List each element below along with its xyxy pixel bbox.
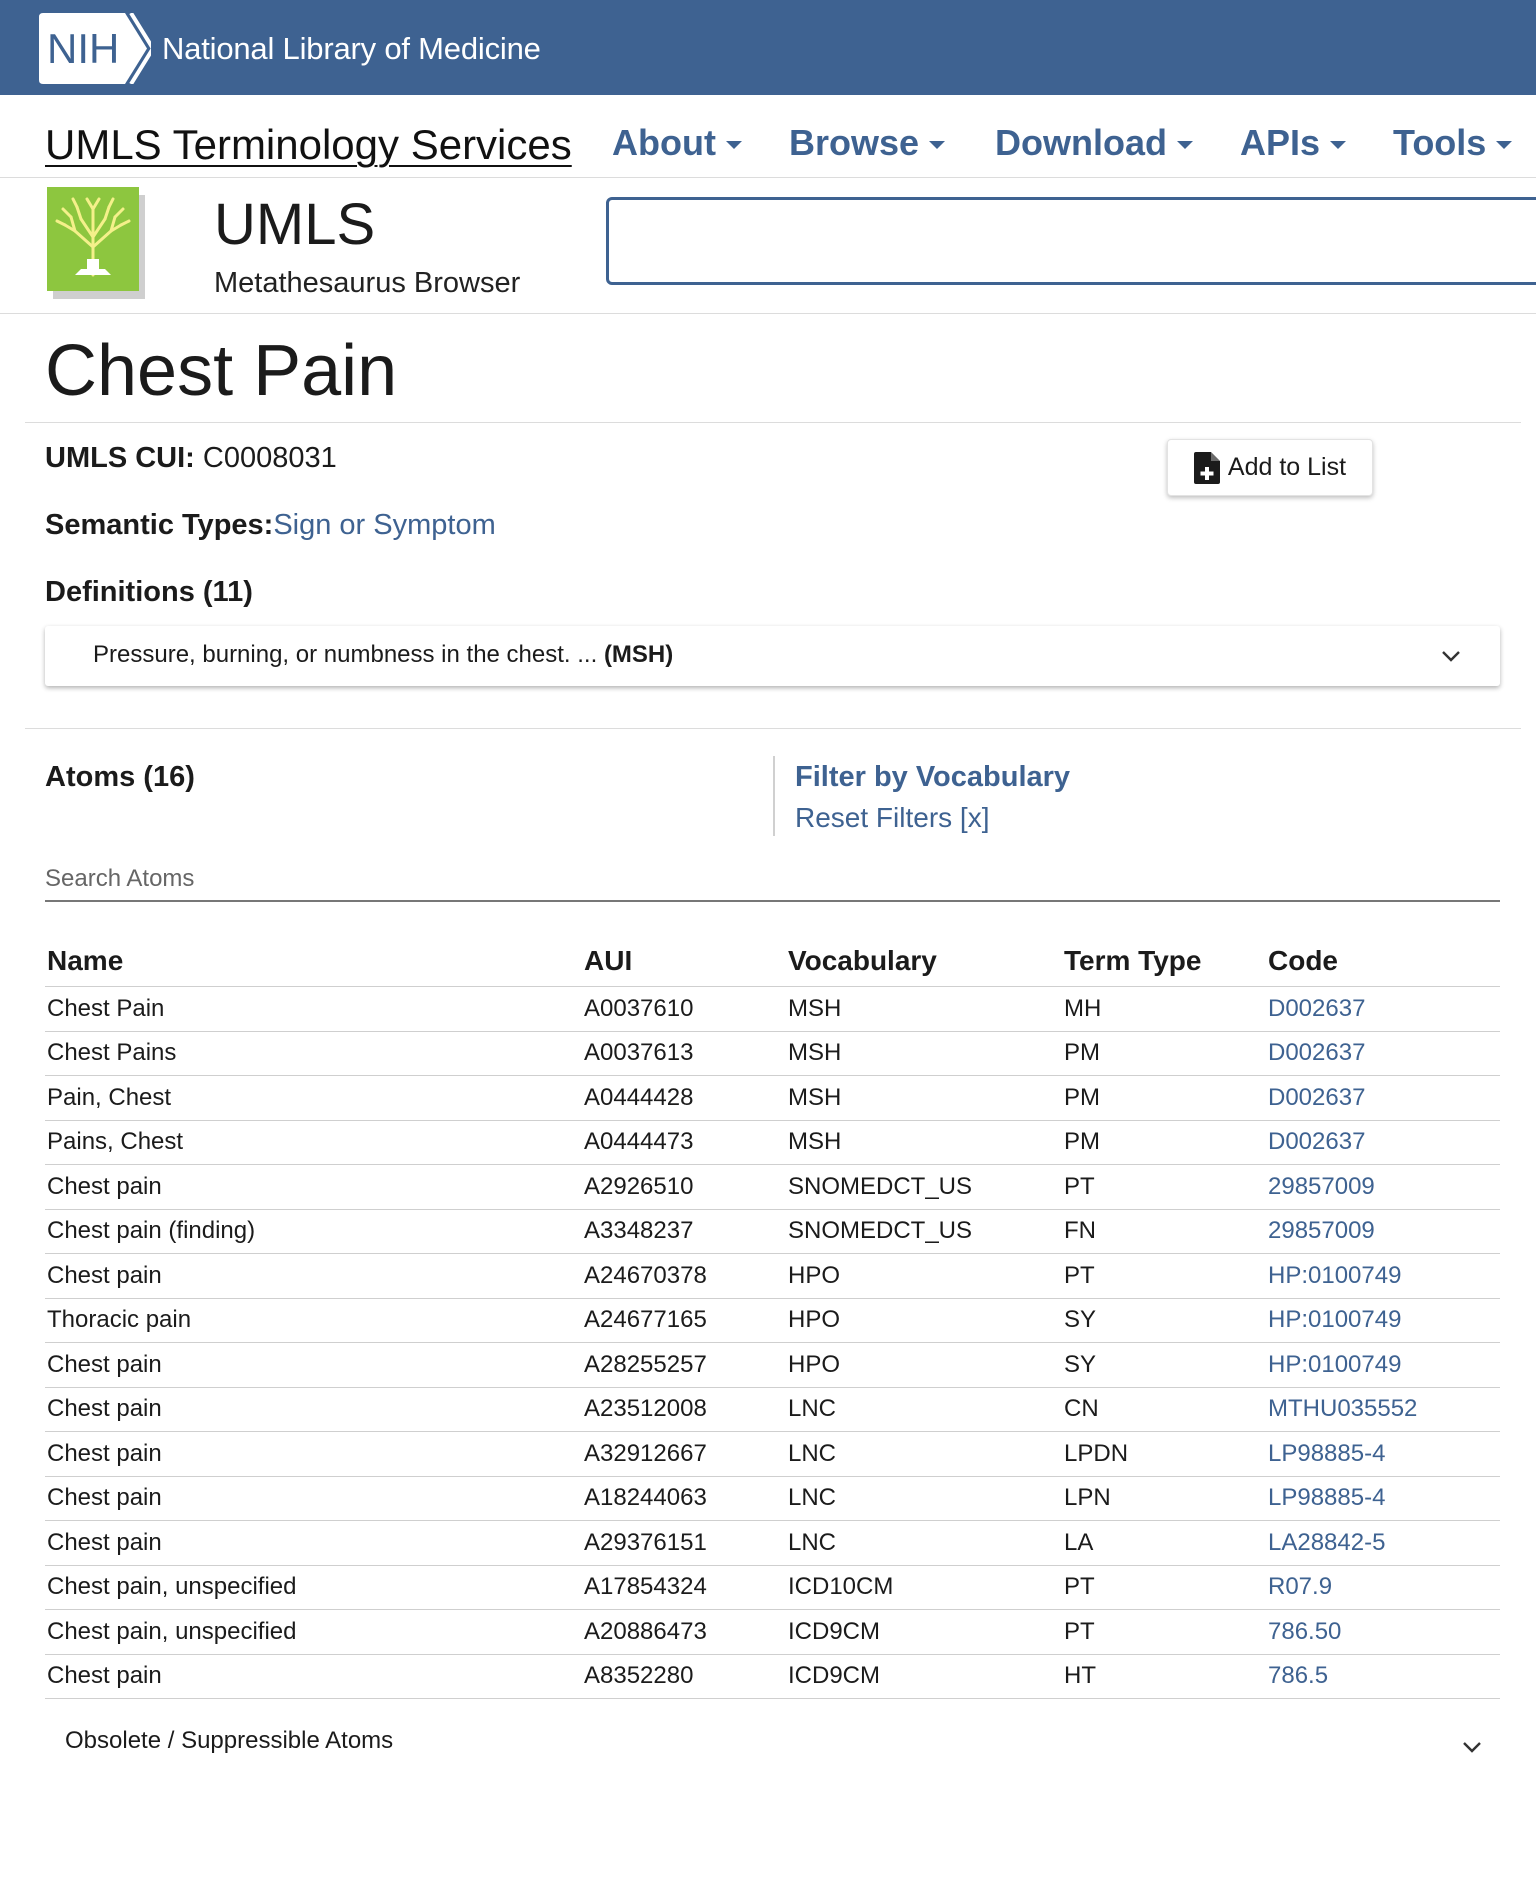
atom-code-link[interactable]: LA28842-5: [1268, 1528, 1386, 1556]
atom-aui: A18244063: [582, 1476, 786, 1521]
definitions-title: Definitions (11): [45, 576, 253, 608]
atom-aui: A23512008: [582, 1387, 786, 1432]
atom-term-type: SY: [1062, 1343, 1266, 1388]
atom-vocabulary: ICD9CM: [786, 1610, 1062, 1655]
atom-code-link[interactable]: 786.5: [1268, 1662, 1329, 1690]
column-header-name[interactable]: Name: [45, 935, 582, 987]
nav-about[interactable]: [612, 122, 742, 164]
atom-code-link[interactable]: HP:0100749: [1268, 1350, 1402, 1378]
atom-aui: A0037613: [582, 1031, 786, 1076]
definition-text-row: [93, 641, 673, 669]
atom-code-link[interactable]: 786.50: [1268, 1617, 1342, 1645]
add-to-list-button[interactable]: [1167, 439, 1373, 496]
atom-vocabulary: MSH: [786, 1031, 1062, 1076]
atom-vocabulary: HPO: [786, 1343, 1062, 1388]
atom-aui: A17854324: [582, 1565, 786, 1610]
table-row: [45, 1076, 1500, 1121]
atom-code-link[interactable]: HP:0100749: [1268, 1306, 1402, 1334]
atom-vocabulary: MSH: [786, 1076, 1062, 1121]
semantic-type-link[interactable]: Sign or Symptom: [273, 509, 496, 541]
column-header-aui[interactable]: AUI: [582, 935, 786, 987]
atom-vocabulary: HPO: [786, 1254, 1062, 1299]
atom-vocabulary: MSH: [786, 987, 1062, 1032]
atom-name: Pain, Chest: [45, 1076, 582, 1121]
table-header-row: [45, 935, 1500, 987]
atom-aui: A0037610: [582, 987, 786, 1032]
atom-aui: A28255257: [582, 1343, 786, 1388]
cui-value: C0008031: [202, 442, 337, 474]
atom-aui: A0444428: [582, 1076, 786, 1121]
definition-text: Pressure, burning, or numbness in the chest. ...: [93, 641, 598, 668]
atom-term-type: LPN: [1062, 1476, 1266, 1521]
atom-name: Chest pain, unspecified: [45, 1610, 582, 1655]
brand-link[interactable]: UMLS Terminology Services: [45, 121, 572, 168]
atom-term-type: MH: [1062, 987, 1266, 1032]
table-row: [45, 1432, 1500, 1477]
nav-apis-label: APIs: [1240, 122, 1321, 163]
atom-code-link[interactable]: 29857009: [1268, 1172, 1375, 1200]
divider: [25, 728, 1521, 729]
search-input[interactable]: [606, 197, 1536, 285]
caret-down-icon: [1496, 141, 1512, 149]
atom-code-link[interactable]: D002637: [1268, 994, 1366, 1022]
caret-down-icon: [1330, 141, 1346, 149]
definition-panel[interactable]: [45, 626, 1500, 686]
table-row: [45, 1165, 1500, 1210]
vertical-divider: [773, 756, 775, 836]
umls-title: UMLS: [214, 192, 376, 257]
atom-term-type: PT: [1062, 1165, 1266, 1210]
atom-name: Chest Pains: [45, 1031, 582, 1076]
cui-label: UMLS CUI:: [45, 442, 195, 474]
nav-download[interactable]: [995, 122, 1193, 164]
nav-tools[interactable]: [1393, 122, 1512, 164]
atom-term-type: SY: [1062, 1298, 1266, 1343]
umls-header: [0, 177, 1536, 314]
atom-vocabulary: ICD10CM: [786, 1565, 1062, 1610]
nav-browse[interactable]: [789, 122, 945, 164]
cui-row: [45, 442, 337, 475]
caret-down-icon: [1177, 141, 1193, 149]
nih-logo-text: NIH: [47, 25, 120, 72]
atoms-table: [45, 935, 1500, 1699]
page-title: Chest Pain: [45, 331, 398, 411]
atom-name: Chest pain: [45, 1476, 582, 1521]
column-header-vocabulary[interactable]: Vocabulary: [786, 935, 1062, 987]
atom-term-type: CN: [1062, 1387, 1266, 1432]
atom-aui: A3348237: [582, 1209, 786, 1254]
atom-code-link[interactable]: LP98885-4: [1268, 1439, 1386, 1467]
semantic-types-label: Semantic Types:: [45, 509, 274, 541]
obsolete-atoms-toggle[interactable]: [45, 1717, 1500, 1765]
atom-name: Chest pain: [45, 1254, 582, 1299]
atom-name: Chest pain (finding): [45, 1209, 582, 1254]
atom-term-type: HT: [1062, 1654, 1266, 1699]
table-row: [45, 1521, 1500, 1566]
atom-name: Chest pain: [45, 1165, 582, 1210]
atom-term-type: PT: [1062, 1565, 1266, 1610]
table-row: [45, 1387, 1500, 1432]
atom-term-type: PT: [1062, 1610, 1266, 1655]
atom-aui: A29376151: [582, 1521, 786, 1566]
atom-vocabulary: SNOMEDCT_US: [786, 1209, 1062, 1254]
table-row: [45, 1031, 1500, 1076]
nav-about-label: About: [612, 122, 716, 163]
atom-aui: A32912667: [582, 1432, 786, 1477]
atom-term-type: FN: [1062, 1209, 1266, 1254]
nav-apis[interactable]: [1240, 122, 1346, 164]
file-plus-icon: [1194, 452, 1220, 484]
atom-term-type: LA: [1062, 1521, 1266, 1566]
atom-term-type: PM: [1062, 1076, 1266, 1121]
atom-name: Chest pain: [45, 1343, 582, 1388]
atom-aui: A20886473: [582, 1610, 786, 1655]
atom-code-link[interactable]: D002637: [1268, 1083, 1366, 1111]
table-row: [45, 1254, 1500, 1299]
nav-download-label: Download: [995, 122, 1167, 163]
org-name[interactable]: National Library of Medicine: [162, 31, 541, 66]
atom-vocabulary: LNC: [786, 1476, 1062, 1521]
caret-down-icon: [726, 141, 742, 149]
obsolete-atoms-label: Obsolete / Suppressible Atoms: [65, 1727, 394, 1754]
nav-browse-label: Browse: [789, 122, 920, 163]
atom-vocabulary: LNC: [786, 1387, 1062, 1432]
atom-code-link[interactable]: D002637: [1268, 1039, 1366, 1067]
reset-filters-link[interactable]: Reset Filters [x]: [795, 802, 990, 833]
atom-vocabulary: MSH: [786, 1120, 1062, 1165]
atom-name: Chest pain: [45, 1387, 582, 1432]
atom-code-link[interactable]: MTHU035552: [1268, 1395, 1418, 1423]
atom-name: Pains, Chest: [45, 1120, 582, 1165]
chevron-down-icon[interactable]: [1441, 650, 1461, 662]
atom-name: Thoracic pain: [45, 1298, 582, 1343]
atom-vocabulary: LNC: [786, 1521, 1062, 1566]
atom-name: Chest pain, unspecified: [45, 1565, 582, 1610]
table-row: [45, 1120, 1500, 1165]
table-row: [45, 1610, 1500, 1655]
atom-aui: A2926510: [582, 1165, 786, 1210]
table-row: [45, 1654, 1500, 1699]
add-to-list-label: Add to List: [1227, 453, 1347, 481]
atoms-title: Atoms (16): [45, 761, 195, 793]
divider: [25, 422, 1521, 423]
navbar: [0, 95, 1536, 178]
nih-logo[interactable]: [39, 13, 151, 84]
atom-code-link[interactable]: HP:0100749: [1268, 1261, 1402, 1289]
atom-term-type: LPDN: [1062, 1432, 1266, 1477]
tree-logo-icon: [47, 187, 147, 299]
column-header-term-type[interactable]: Term Type: [1062, 935, 1266, 987]
atom-name: Chest pain: [45, 1521, 582, 1566]
column-header-code[interactable]: Code: [1266, 935, 1500, 987]
semantic-types-row: [45, 509, 496, 542]
atom-aui: A8352280: [582, 1654, 786, 1699]
definition-source: (MSH): [603, 641, 674, 668]
filter-by-vocabulary[interactable]: Filter by Vocabulary: [795, 761, 1071, 793]
atom-aui: A24677165: [582, 1298, 786, 1343]
atom-vocabulary: ICD9CM: [786, 1654, 1062, 1699]
table-row: [45, 987, 1500, 1032]
caret-down-icon: [929, 141, 945, 149]
atom-aui: A24670378: [582, 1254, 786, 1299]
atom-code-link[interactable]: R07.9: [1268, 1573, 1333, 1601]
table-row: [45, 1476, 1500, 1521]
table-row: [45, 1343, 1500, 1388]
atom-vocabulary: HPO: [786, 1298, 1062, 1343]
table-row: [45, 1298, 1500, 1343]
atom-aui: A0444473: [582, 1120, 786, 1165]
umls-subtitle: Metathesaurus Browser: [214, 267, 521, 299]
chevron-down-icon[interactable]: [1462, 1741, 1482, 1753]
atom-vocabulary: SNOMEDCT_US: [786, 1165, 1062, 1210]
atom-name: Chest pain: [45, 1432, 582, 1477]
atom-name: Chest Pain: [45, 987, 582, 1032]
nav-tools-label: Tools: [1393, 122, 1487, 163]
nih-banner: [0, 0, 1536, 95]
atom-name: Chest pain: [45, 1654, 582, 1699]
atom-term-type: PM: [1062, 1120, 1266, 1165]
atom-term-type: PM: [1062, 1031, 1266, 1076]
atom-vocabulary: LNC: [786, 1432, 1062, 1477]
search-atoms-input[interactable]: [45, 858, 1500, 902]
atom-code-link[interactable]: D002637: [1268, 1128, 1366, 1156]
table-row: [45, 1209, 1500, 1254]
atom-term-type: PT: [1062, 1254, 1266, 1299]
table-row: [45, 1565, 1500, 1610]
atom-code-link[interactable]: 29857009: [1268, 1217, 1375, 1245]
atom-code-link[interactable]: LP98885-4: [1268, 1484, 1386, 1512]
